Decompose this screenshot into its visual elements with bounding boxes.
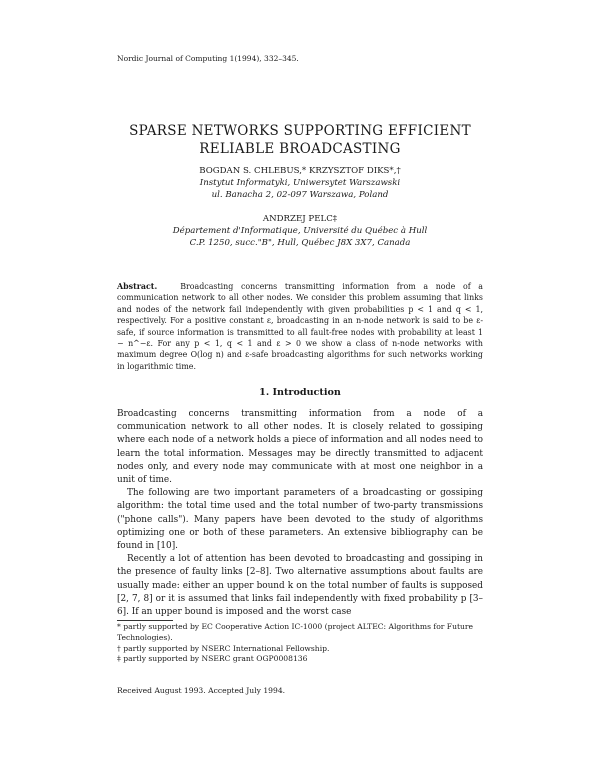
footnote-rule — [117, 620, 173, 621]
abstract — [117, 281, 483, 372]
footnote-3: ‡ partly supported by NSERC grant OGP0008136 — [117, 654, 308, 664]
intro-paragraph-2: The following are two important parameters of a broadcasting or gossiping algorithm: the total time used and the total number of two-party transmissions ("phone calls"). Many papers have been devoted to the study of algorithms optimizing one or both of these parameters. An extensive bibliography can be found in [10]. — [117, 488, 483, 552]
section-heading-introduction: 1. Introduction — [259, 387, 341, 398]
received-dates: Received August 1993. Accepted July 1994. — [117, 686, 286, 695]
footnotes — [117, 622, 483, 665]
title-line-1: SPARSE NETWORKS SUPPORTING EFFICIENT — [129, 123, 471, 139]
affiliation-2-line-2: C.P. 1250, succ."B", Hull, Québec J8X 3X7, Canada — [189, 238, 411, 248]
journal-citation: Nordic Journal of Computing 1(1994), 332–345. — [117, 54, 299, 63]
author-block-1 — [0, 165, 600, 201]
intro-paragraph-1: Broadcasting concerns transmitting information from a node of a communication network to all other nodes. It is closely related to gossiping where each node of a network holds a piece of information and all nodes need to learn the total information. Messages may be directly transmitted to adjacent nodes only, and every node may communicate with at most one neighbor in a unit of time. — [117, 409, 483, 486]
introduction-body — [117, 408, 483, 619]
paper-title — [0, 122, 600, 158]
affiliation-1-line-2: ul. Banacha 2, 02-097 Warszawa, Poland — [211, 190, 389, 200]
intro-paragraph-3: Recently a lot of attention has been devoted to broadcasting and gossiping in the presence of faulty links [2–8]. Two alternative assumptions about faults are usually made: either an upper bound k on the total number of faults is supposed [2, 7, 8] or it is assumed that links fail independently with fixed probability p [3–6]. If an upper bound is imposed and the worst case — [117, 554, 483, 618]
abstract-label: Abstract. — [117, 282, 158, 291]
authors-line-1: BOGDAN S. CHLEBUS,* KRZYSZTOF DIKS*,† — [199, 166, 401, 176]
title-line-2: RELIABLE BROADCASTING — [199, 141, 401, 157]
footnote-2: † partly supported by NSERC International Fellowship. — [117, 643, 330, 653]
authors-line-2: ANDRZEJ PELC‡ — [262, 214, 338, 224]
abstract-text: Broadcasting concerns transmitting information from a node of a communication network to all other nodes. We consider this problem assuming that links and nodes of the network fail independently with given probabilities p < 1 and q < 1, respectively. For a positive constant ε, broadcasting in an n-node network is said to be ε-safe, if source information is transmitted to all fault-free nodes with probability at least 1 − n^−ε. For any p < 1, q < 1 and ε > 0 we show a class of n-node networks with maximum degree O(log n) and ε-safe broadcasting algorithms for such networks working in logarithmic time. — [117, 282, 483, 371]
affiliation-2-line-1: Département d'Informatique, Université du Québec à Hull — [172, 226, 428, 236]
affiliation-1-line-1: Instytut Informatyki, Uniwersytet Warszawski — [199, 178, 401, 188]
footnote-1: * partly supported by EC Cooperative Action IC-1000 (project ALTEC: Algorithms for Future Technologies). — [117, 622, 474, 642]
author-block-2 — [0, 213, 600, 249]
